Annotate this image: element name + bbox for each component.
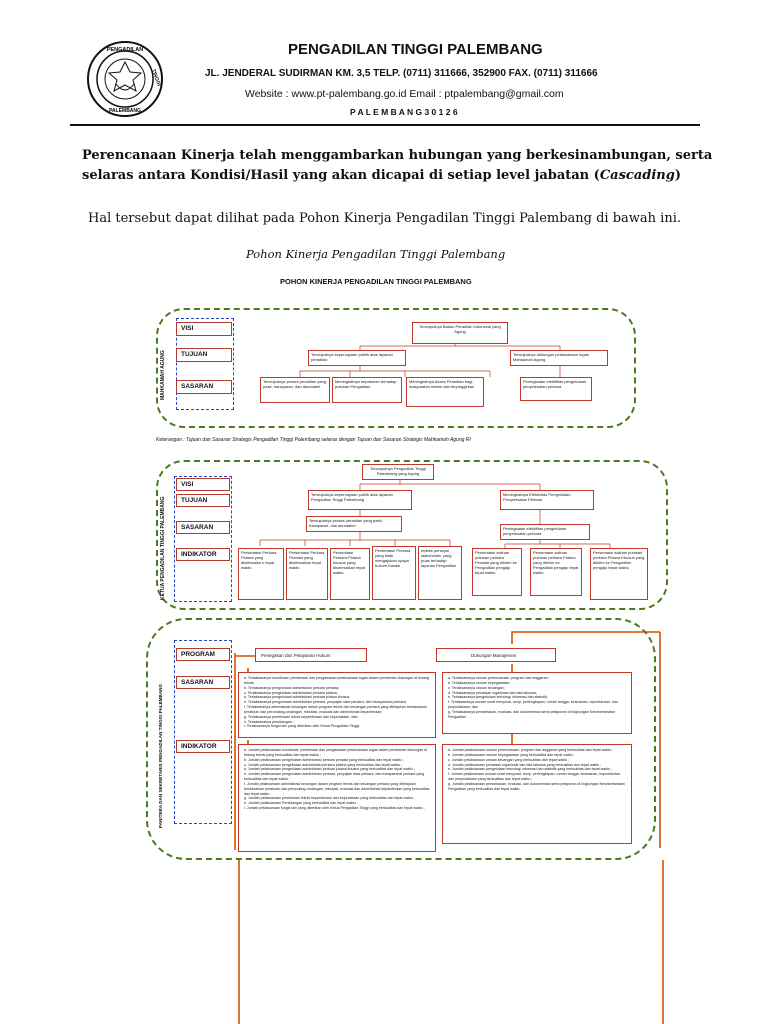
section1-visi-box: Terwujudnya Badan Peradilan Indonesia yang Agung (412, 322, 508, 344)
section2-indikator-box-4: Persentase Perkara yang tidak mengajukan upaya hukum Kasasi (372, 546, 416, 600)
institution-contact: Website : www.pt-palembang.go.id Email : ptpalembang@gmail.com (245, 88, 564, 100)
sasaran-left-item: a. Terlaksananya koordinasi, pembinaan dan pengawasan pelaksanaan tugas dalam pemberian dukungan di bidang teknis; (244, 676, 429, 685)
indikator-right-item: a. Jumlah pelaksanaan urusan perencanaan, program dan anggaran yang berkualitas dan tepat waktu ; (448, 748, 614, 752)
sasaran-right-item: f. Terlaksananya urusan surat menyurat, arsip, perlengkapan, rumah tangga, keamanan, keprotokolan, dan perpustakaan; dan (448, 700, 619, 710)
section3-program-box-2: Dukungan Manajemen (436, 648, 556, 662)
section2-visi-label: VISI (176, 478, 230, 491)
letterhead-divider (70, 124, 700, 126)
section1-tujuan-label: TUJUAN (176, 348, 232, 362)
performance-tree-diagram (100, 268, 676, 1024)
section2-indikator-box-3: Persentase Perkara Pidana khusus yang diselesaikan tepat waktu (330, 548, 370, 600)
sasaran-left-item: i. Terlaksananya fungsi lain yang diberikan oleh Ketua Pengadilan Tinggi. (244, 724, 361, 729)
section1-tujuan-box-2: Terwujudnya dukungan pelaksanaan tugas Mahkamah Agung (510, 350, 608, 366)
section2-indikator-label: INDIKATOR (176, 548, 230, 561)
section2-sasaran-box-1: Terwujudnya proses peradilan yang pasti, transparan, dan akuntabel (306, 516, 402, 532)
section2-indikator-box-1: Persentase Perkara Pidana yang diselesaika n tepat waktu (238, 548, 284, 600)
indikator-left-item: e. Jumlah pelaksanaan pengelolaan administrasi perkara, penyajian data perkara, dan transparansi perkara yang berkualitas dan tepat waktu ; (244, 772, 425, 782)
indikator-right-item: c. Jumlah pelaksanaan urusan keuangan yang berkualitas dan tepat waktu ; (448, 757, 570, 762)
indikator-right-item: g. Jumlah pelaksanaan pemantauan, evaluasi, dan dokumentasi serta pelaporan di lingkungan Kesekretariatan Pengadilan yang berkualitas dan tepat waktu (448, 781, 625, 791)
sasaran-right-item: e. Terlaksananya pengelolaan teknologi informasi dan statistik; (448, 695, 548, 700)
indikator-left-item: f. Jumlah pelaksanaan administrasi keuangan dalam program teknis dan keuangan perkara yang ditetapkan berdasarkan peraturan dan perundang-undangan, minutasi, evaluasi dan administrasi kepaniteraan yang berkualitas dan tepat waktu ; (244, 781, 430, 796)
section3-indikator-left-list (238, 744, 436, 852)
institution-address: JL. JENDERAL SUDIRMAN KM. 3,5 TELP. (0711) 311666, 352900 FAX. (0711) 311666 (205, 68, 598, 79)
indikator-right-item: f. Jumlah pelaksanaan urusan surat menyurat, arsip, perlengkapan, rumah tangga, keamanan, keprotokolan, dan perpustakaan yang berkualitas dan tepat waktu ; (448, 772, 622, 782)
sasaran-left-item: e. Terlaksananya pengelolaan administrasi perkara, penyajian data perkara, dan transparansi perkara; (244, 700, 407, 705)
indikator-right-item: e. Jumlah pelaksanaan pengelolaan teknologi informasi dan statistik yang berkualitas dan tepat waktu ; (448, 767, 613, 772)
sasaran-left-item: d. Terlaksananya pengelolaan administrasi perkara pidana khusus; (244, 695, 351, 700)
section3-program-label: PROGRAM (176, 648, 230, 661)
section1-tujuan-box-1: Terwujudnya kepercayaan publik atas layanan peradilan (308, 350, 406, 366)
indikator-left-item: g. Jumlah pelaksanaan pembinaan teknis kepaniteraan dan kejurusitaan yang berkualitas dan tepat waktu ; (244, 796, 415, 801)
section3-sasaran-right-list (442, 672, 632, 734)
indikator-left-item: d. Jumlah pelaksanaan pengelolaan administrasi perkara pidana khusus yang berkualitas dan tepat waktu ; (244, 767, 415, 772)
sasaran-left-item: g. Terlaksananya pembinaan teknis kepaniteraan dan kejurusitaan, dan; (244, 714, 359, 719)
sasaran-right-item: d. Terlaksananya penataan organisasi dan tata laksana; (448, 690, 537, 695)
sasaran-right-item: c. Terlaksananya urusan keuangan; (448, 685, 505, 690)
section2-indikator-box-8: Persentase salinan putusan perkara Pidana Khusus yang dikirim ke Pengadilan pengaju tepat waktu (590, 548, 648, 600)
section2-indikator-box-7: Persentase salinan putusan perkara Pidana yang dikirim ke Pengadilan pengaju tepat waktu (530, 548, 582, 596)
indikator-left-item: b. Jumlah pelaksanaan pengelolaan administrasi perkara perdata yang berkualitas dan tepat waktu ; (244, 757, 404, 762)
svg-text:TINGGI: TINGGI (150, 68, 162, 87)
section3-side-label: PANITERA DAN SEKRETARIS PENGADILAN TINGGI PALEMBANG (158, 683, 163, 828)
section3-sasaran-left-list (238, 672, 436, 738)
indikator-left-item: a. Jumlah pelaksanaan koordinasi, pembinaan dan pengawasan pelaksanaan tugas dalam pemberian dukungan di bidang teknis yang berkualitas dan tepat waktu ; (244, 748, 428, 757)
court-seal-logo (86, 40, 164, 118)
section1-sasaran-box-3: Meningkatnya Akses Peradilan bagi masyarakat miskin dan terpinggirkan (406, 377, 484, 407)
sasaran-right-item: a. Terlaksananya urusan perencanaan, program dan anggaran; (448, 676, 549, 680)
section2-tujuan-label: TUJUAN (176, 494, 230, 507)
section2-indikator-box-2: Persentase Perkara Perdata yang diselesaikan tepat waktu (286, 548, 328, 600)
diagram-title: POHON KINERJA PENGADILAN TINGGI PALEMBANG (280, 277, 472, 286)
svg-text:PALEMBANG: PALEMBANG (109, 108, 141, 114)
section3-program-box-1: Penegakan dan Pelayanan Hukum (255, 648, 367, 662)
sasaran-left-item: b. Terlaksananya pengelolaan administrasi perkara perdata; (244, 685, 340, 690)
indikator-left-item: h. Jumlah pelaksanaan Persidangan yang berkualitas dan tepat waktu ; (244, 801, 358, 806)
indikator-right-item: b. Jumlah pelaksanaan urusan kepegawaian yang berkualitas dan tepat waktu ; (448, 752, 575, 757)
paragraph-1-line-2: selaras antara Kondisi/Hasil yang akan dicapai di setiap level jabatan (Cascading) (82, 168, 681, 183)
section2-sasaran-label: SASARAN (176, 521, 230, 534)
section3-indikator-right-list (442, 744, 632, 844)
sasaran-left-item: f. Terlaksananya administrasi keuangan dalam program teknis dan keuangan perkara yang ditetapkan berdasarkan peraturan dan perundang-undangan, minutasi, evaluasi dan administrasi kepaniteraan; (244, 705, 427, 714)
paragraph-2: Hal tersebut dapat dilihat pada Pohon Kinerja Pengadilan Tinggi Palembang di bawah ini. (88, 211, 681, 226)
section3-indikator-label: INDIKATOR (176, 740, 230, 753)
institution-city: P A L E M B A N G 3 0 1 2 6 (350, 107, 458, 117)
section1-sasaran-box-4: Peningkatan efektifitas pengelolaan penyelesaian perkara (520, 377, 592, 401)
sasaran-right-item: b. Terlaksananya urusan kepegawaian; (448, 680, 511, 685)
sasaran-left-item: h. Terlaksananya persidangan ; (244, 719, 294, 724)
section1-visi-label: VISI (176, 322, 232, 336)
section2-sasaran-box-2: Peningkatan efektifitas pengelolaan penyelesaian perkara (500, 524, 590, 540)
section1-sasaran-label: SASARAN (176, 380, 232, 394)
section2-side-label: KETUA PENGADILAN TINGGI PALEMBANG (160, 496, 166, 600)
paragraph-1-line-1: Perencanaan Kinerja telah menggambarkan hubungan yang berkesinambungan, serta (82, 148, 713, 163)
sasaran-left-item: c. Terlaksananya pengelolaan administrasi perkara pidana; (244, 690, 338, 695)
section1-side-label: MAHKAMAH AGUNG (160, 350, 166, 400)
section3-label-column (174, 640, 232, 824)
diagram-caption: Pohon Kinerja Pengadilan Tinggi Palembang (246, 247, 506, 261)
sasaran-right-item: g. Terlaksananya pemantauan, evaluasi, dan dokumentasi serta pelaporan di lingkungan Kesekretariatan Pengadilan (448, 709, 615, 719)
section1-sasaran-box-2: Meningkatnya kepatuhan terhadap putusan Pengadilan (332, 377, 402, 403)
indikator-left-item: i. Jumlah pelaksanaan fungsi lain yang diberikan oleh Ketua Pengadilan Tinggi yang berkualitas dan tepat waktu ; (244, 806, 425, 811)
section2-indikator-box-5: Indeks persepsi stakeholder yang puas terhadap layanan Pengadilan (418, 546, 462, 600)
institution-name: PENGADILAN TINGGI PALEMBANG (288, 41, 543, 58)
section2-indikator-box-6: Persentase salinan putusan perkara Perdata yang dikirim ke Pengadilan pengaju tepat waktu (472, 548, 522, 596)
section2-tujuan-box-1: Terwujudnya kepercayaan publik atas layanan Pengadilan Tinggi Palembang (308, 490, 412, 510)
section2-visi-box: Terwujudnya Pengadilan Tinggi Palembang yang Agung (362, 464, 434, 480)
svg-text:PENGADILAN: PENGADILAN (106, 47, 144, 53)
indikator-left-item: c. Jumlah pelaksanaan pengelolaan administrasi perkara pidana yang berkualitas dan tepat waktu ; (244, 762, 403, 767)
alignment-note: Keterangan : Tujuan dan Sasaran Strategis Pengadilan Tinggi Palembang selaras dengan Tujuan dan Sasaran Strategis Mahkamah Agung RI (156, 437, 471, 443)
section1-sasaran-box-1: Terwujudnya proses peradilan yang pasti, transparan, dan akuntabel (260, 377, 330, 403)
section3-sasaran-label: SASARAN (176, 676, 230, 689)
indikator-right-item: d. Jumlah pelaksanaan penataan organisasi dan tata laksana yang berkualitas dan tepat waktu ; (448, 762, 602, 767)
section2-tujuan-box-2: Meningkatnya Efektivitas Pengelolaan Penyelesaian Perkara (500, 490, 594, 510)
